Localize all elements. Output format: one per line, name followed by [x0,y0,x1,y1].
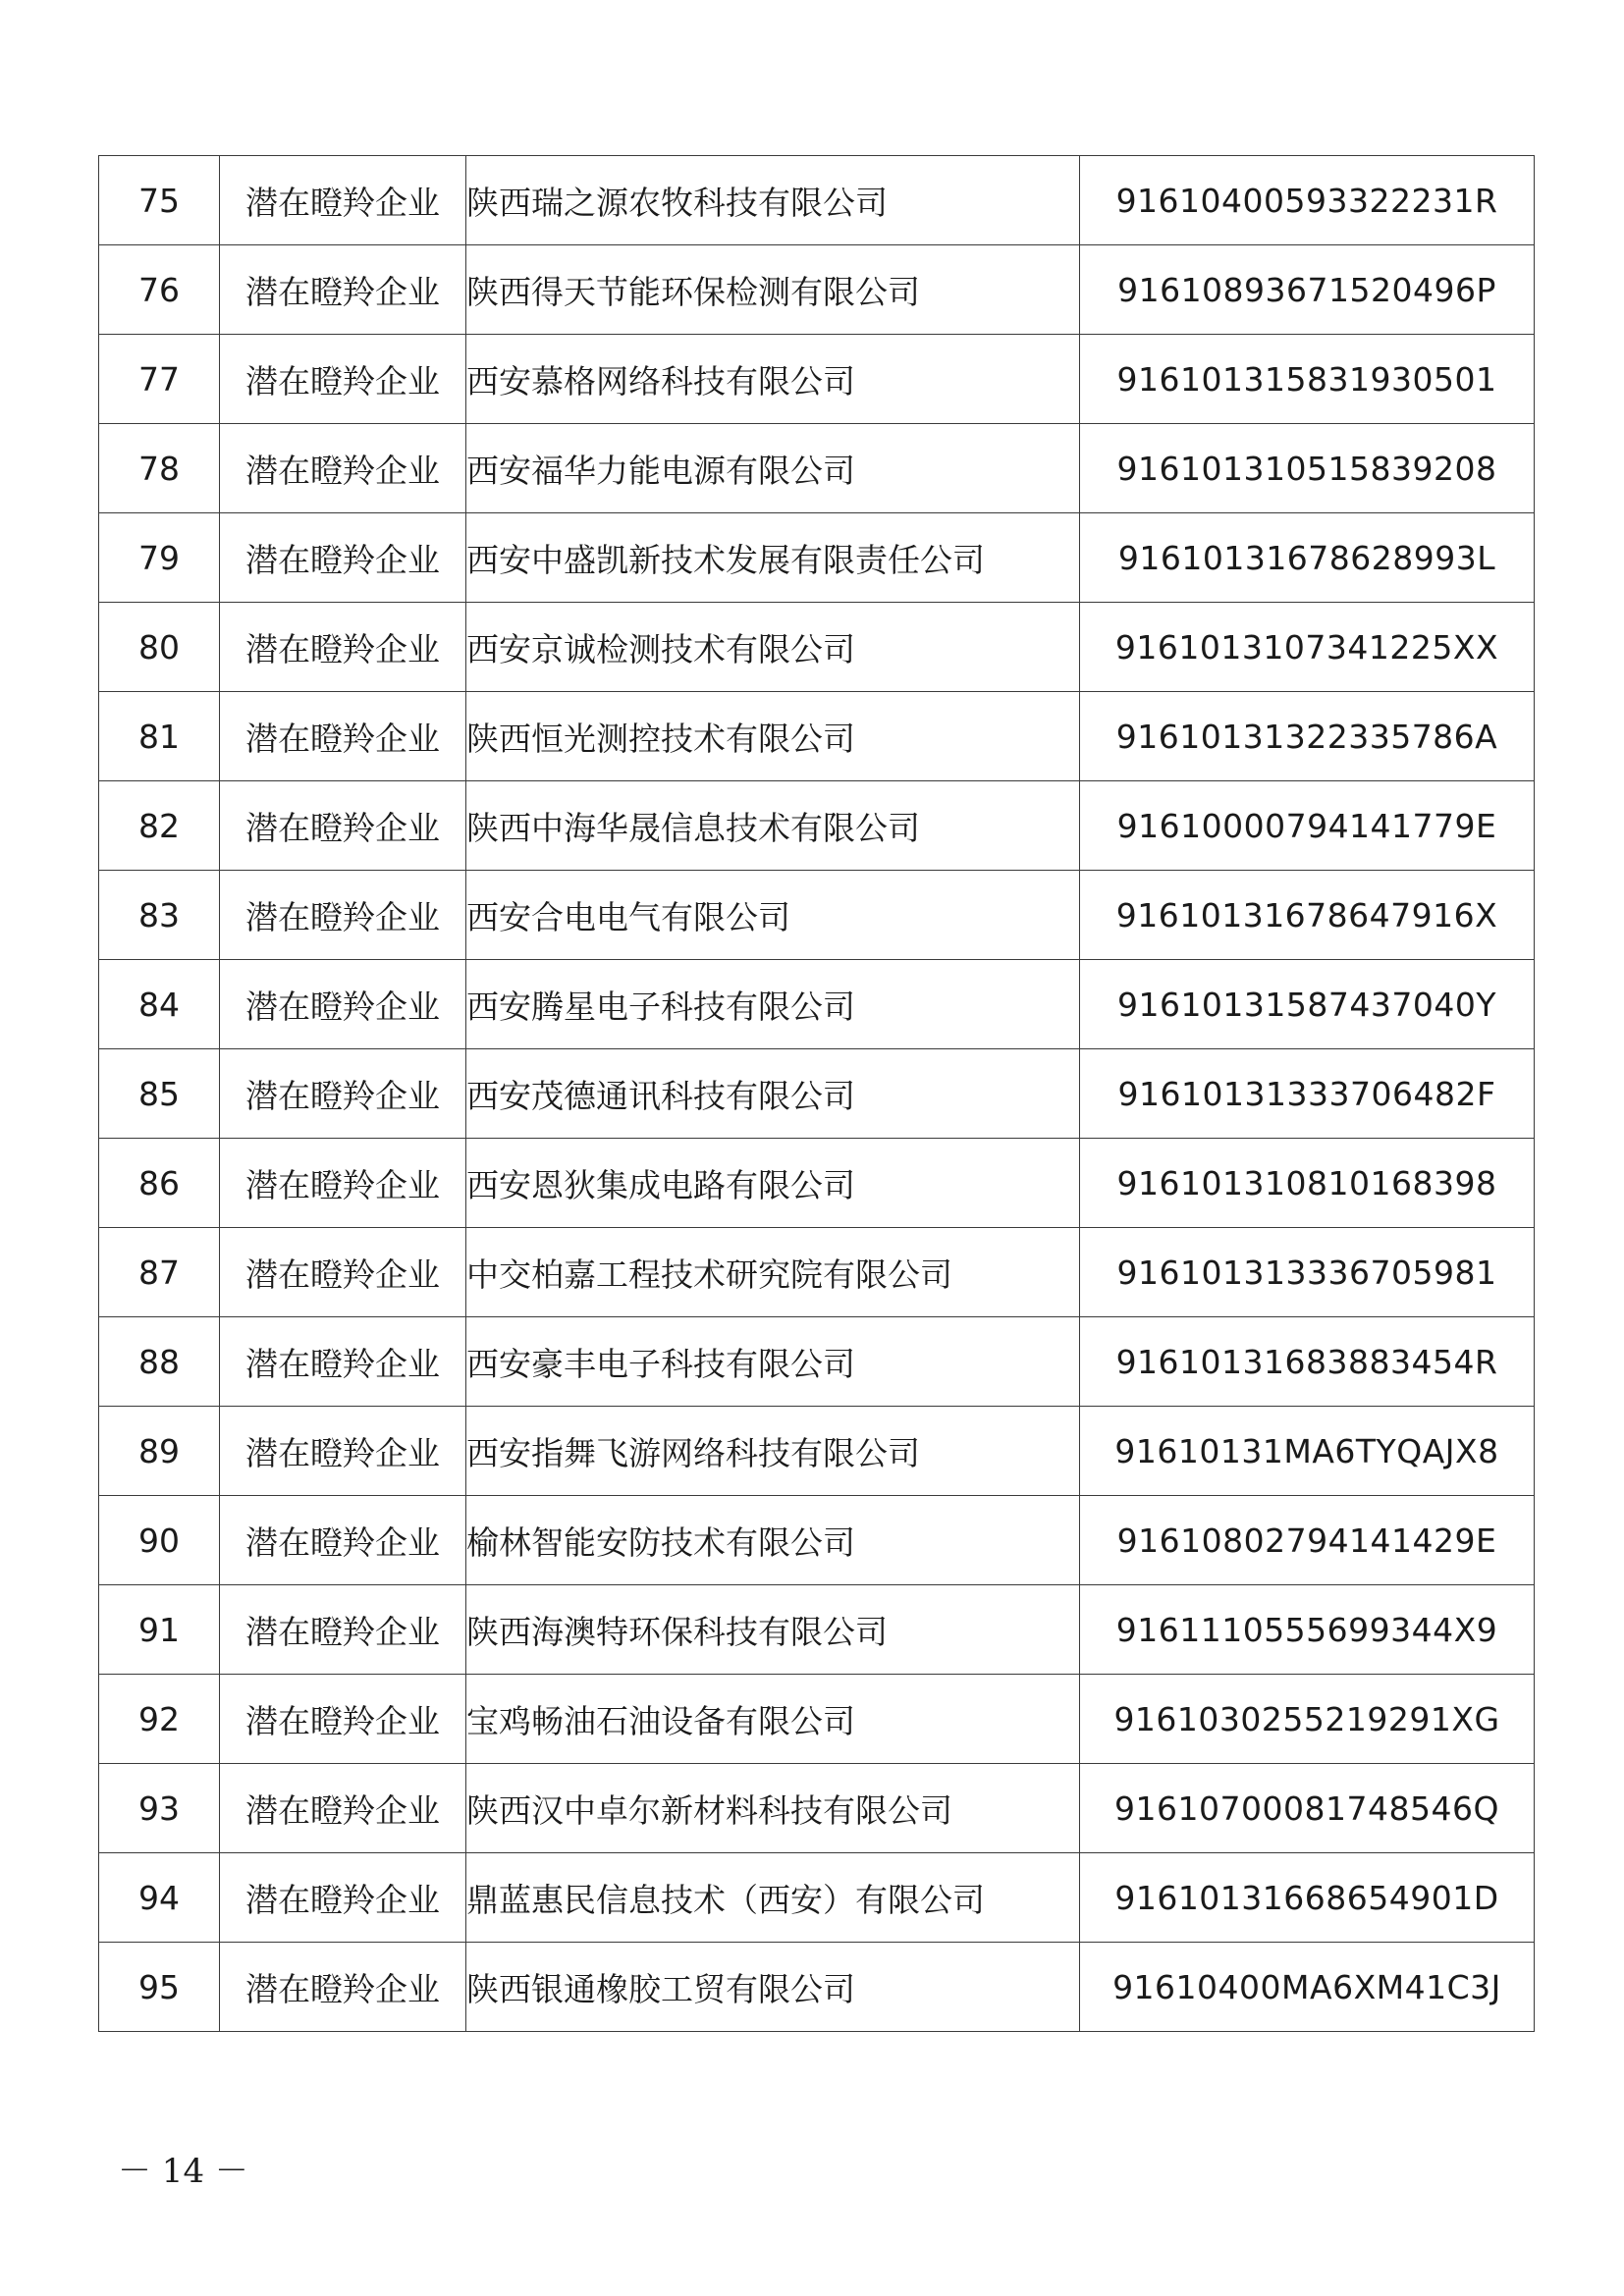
credit-code: 9161110555699344X9 [1080,1585,1535,1675]
enterprise-type: 潜在瞪羚企业 [220,871,466,960]
credit-code: 91610131MA6TYQAJX8 [1080,1407,1535,1496]
enterprise-name: 陕西瑞之源农牧科技有限公司 [466,156,1080,245]
enterprise-name: 西安豪丰电子科技有限公司 [466,1317,1080,1407]
row-number: 81 [99,692,220,781]
table-row [99,1228,1535,1317]
table-row [99,513,1535,603]
enterprise-name: 陕西汉中卓尔新材料科技有限公司 [466,1764,1080,1853]
enterprise-type: 潜在瞪羚企业 [220,1675,466,1764]
table-row [99,781,1535,871]
row-number: 89 [99,1407,220,1496]
enterprise-name: 陕西银通橡胶工贸有限公司 [466,1943,1080,2032]
row-number: 92 [99,1675,220,1764]
credit-code: 91610000794141779E [1080,781,1535,871]
enterprise-name: 西安恩狄集成电路有限公司 [466,1139,1080,1228]
enterprise-name: 西安腾星电子科技有限公司 [466,960,1080,1049]
enterprise-type: 潜在瞪羚企业 [220,1407,466,1496]
enterprise-type: 潜在瞪羚企业 [220,1496,466,1585]
enterprise-name: 西安合电电气有限公司 [466,871,1080,960]
enterprise-name: 西安京诚检测技术有限公司 [466,603,1080,692]
table-row [99,692,1535,781]
row-number: 88 [99,1317,220,1407]
row-number: 79 [99,513,220,603]
row-number: 87 [99,1228,220,1317]
table-row [99,1496,1535,1585]
enterprise-type: 潜在瞪羚企业 [220,1049,466,1139]
enterprise-type: 潜在瞪羚企业 [220,781,466,871]
credit-code: 91610131678628993L [1080,513,1535,603]
table-row [99,1764,1535,1853]
enterprise-name: 陕西恒光测控技术有限公司 [466,692,1080,781]
enterprise-type: 潜在瞪羚企业 [220,513,466,603]
table-row [99,1049,1535,1139]
enterprise-type: 潜在瞪羚企业 [220,603,466,692]
credit-code: 916101313336705981 [1080,1228,1535,1317]
credit-code: 91610700081748546Q [1080,1764,1535,1853]
credit-code: 91610893671520496P [1080,245,1535,335]
row-number: 76 [99,245,220,335]
table-row [99,1317,1535,1407]
enterprise-name: 鼎蓝惠民信息技术（西安）有限公司 [466,1853,1080,1943]
enterprise-list-body [99,156,1535,2032]
enterprise-list-table [98,155,1535,2032]
enterprise-name: 陕西中海华晟信息技术有限公司 [466,781,1080,871]
credit-code: 91610131668654901D [1080,1853,1535,1943]
credit-code: 916101310515839208 [1080,424,1535,513]
table-row [99,424,1535,513]
enterprise-name: 榆林智能安防技术有限公司 [466,1496,1080,1585]
enterprise-name: 西安福华力能电源有限公司 [466,424,1080,513]
credit-code: 916101315831930501 [1080,335,1535,424]
credit-code: 91610131587437040Y [1080,960,1535,1049]
enterprise-type: 潜在瞪羚企业 [220,1317,466,1407]
enterprise-type: 潜在瞪羚企业 [220,1764,466,1853]
enterprise-name: 西安茂德通讯科技有限公司 [466,1049,1080,1139]
row-number: 93 [99,1764,220,1853]
table-row [99,603,1535,692]
enterprise-type: 潜在瞪羚企业 [220,424,466,513]
row-number: 77 [99,335,220,424]
table-row [99,1585,1535,1675]
credit-code: 91610131322335786A [1080,692,1535,781]
credit-code: 9161030255219291XG [1080,1675,1535,1764]
enterprise-name: 西安指舞飞游网络科技有限公司 [466,1407,1080,1496]
enterprise-type: 潜在瞪羚企业 [220,692,466,781]
credit-code: 91610802794141429E [1080,1496,1535,1585]
page-number: － 14 － [118,2152,248,2191]
enterprise-type: 潜在瞪羚企业 [220,1853,466,1943]
row-number: 91 [99,1585,220,1675]
row-number: 85 [99,1049,220,1139]
table-row [99,335,1535,424]
enterprise-name: 西安中盛凯新技术发展有限责任公司 [466,513,1080,603]
row-number: 95 [99,1943,220,2032]
enterprise-name: 西安慕格网络科技有限公司 [466,335,1080,424]
credit-code: 916101310810168398 [1080,1139,1535,1228]
credit-code: 91610400593322231R [1080,156,1535,245]
row-number: 94 [99,1853,220,1943]
row-number: 78 [99,424,220,513]
credit-code: 91610131678647916X [1080,871,1535,960]
enterprise-type: 潜在瞪羚企业 [220,245,466,335]
credit-code: 9161013107341225XX [1080,603,1535,692]
enterprise-type: 潜在瞪羚企业 [220,1585,466,1675]
row-number: 75 [99,156,220,245]
row-number: 83 [99,871,220,960]
credit-code: 91610131333706482F [1080,1049,1535,1139]
enterprise-name: 中交柏嘉工程技术研究院有限公司 [466,1228,1080,1317]
table-row [99,156,1535,245]
table-row [99,871,1535,960]
row-number: 90 [99,1496,220,1585]
enterprise-type: 潜在瞪羚企业 [220,1139,466,1228]
enterprise-name: 陕西海澳特环保科技有限公司 [466,1585,1080,1675]
enterprise-name: 宝鸡畅油石油设备有限公司 [466,1675,1080,1764]
table-row [99,1943,1535,2032]
table-row [99,245,1535,335]
table-row [99,1853,1535,1943]
enterprise-type: 潜在瞪羚企业 [220,960,466,1049]
credit-code: 91610400MA6XM41C3J [1080,1943,1535,2032]
row-number: 84 [99,960,220,1049]
table-row [99,1407,1535,1496]
enterprise-name: 陕西得天节能环保检测有限公司 [466,245,1080,335]
enterprise-type: 潜在瞪羚企业 [220,156,466,245]
row-number: 82 [99,781,220,871]
row-number: 86 [99,1139,220,1228]
table-row [99,1139,1535,1228]
row-number: 80 [99,603,220,692]
enterprise-type: 潜在瞪羚企业 [220,335,466,424]
table-row [99,1675,1535,1764]
enterprise-type: 潜在瞪羚企业 [220,1943,466,2032]
credit-code: 91610131683883454R [1080,1317,1535,1407]
table-row [99,960,1535,1049]
enterprise-type: 潜在瞪羚企业 [220,1228,466,1317]
